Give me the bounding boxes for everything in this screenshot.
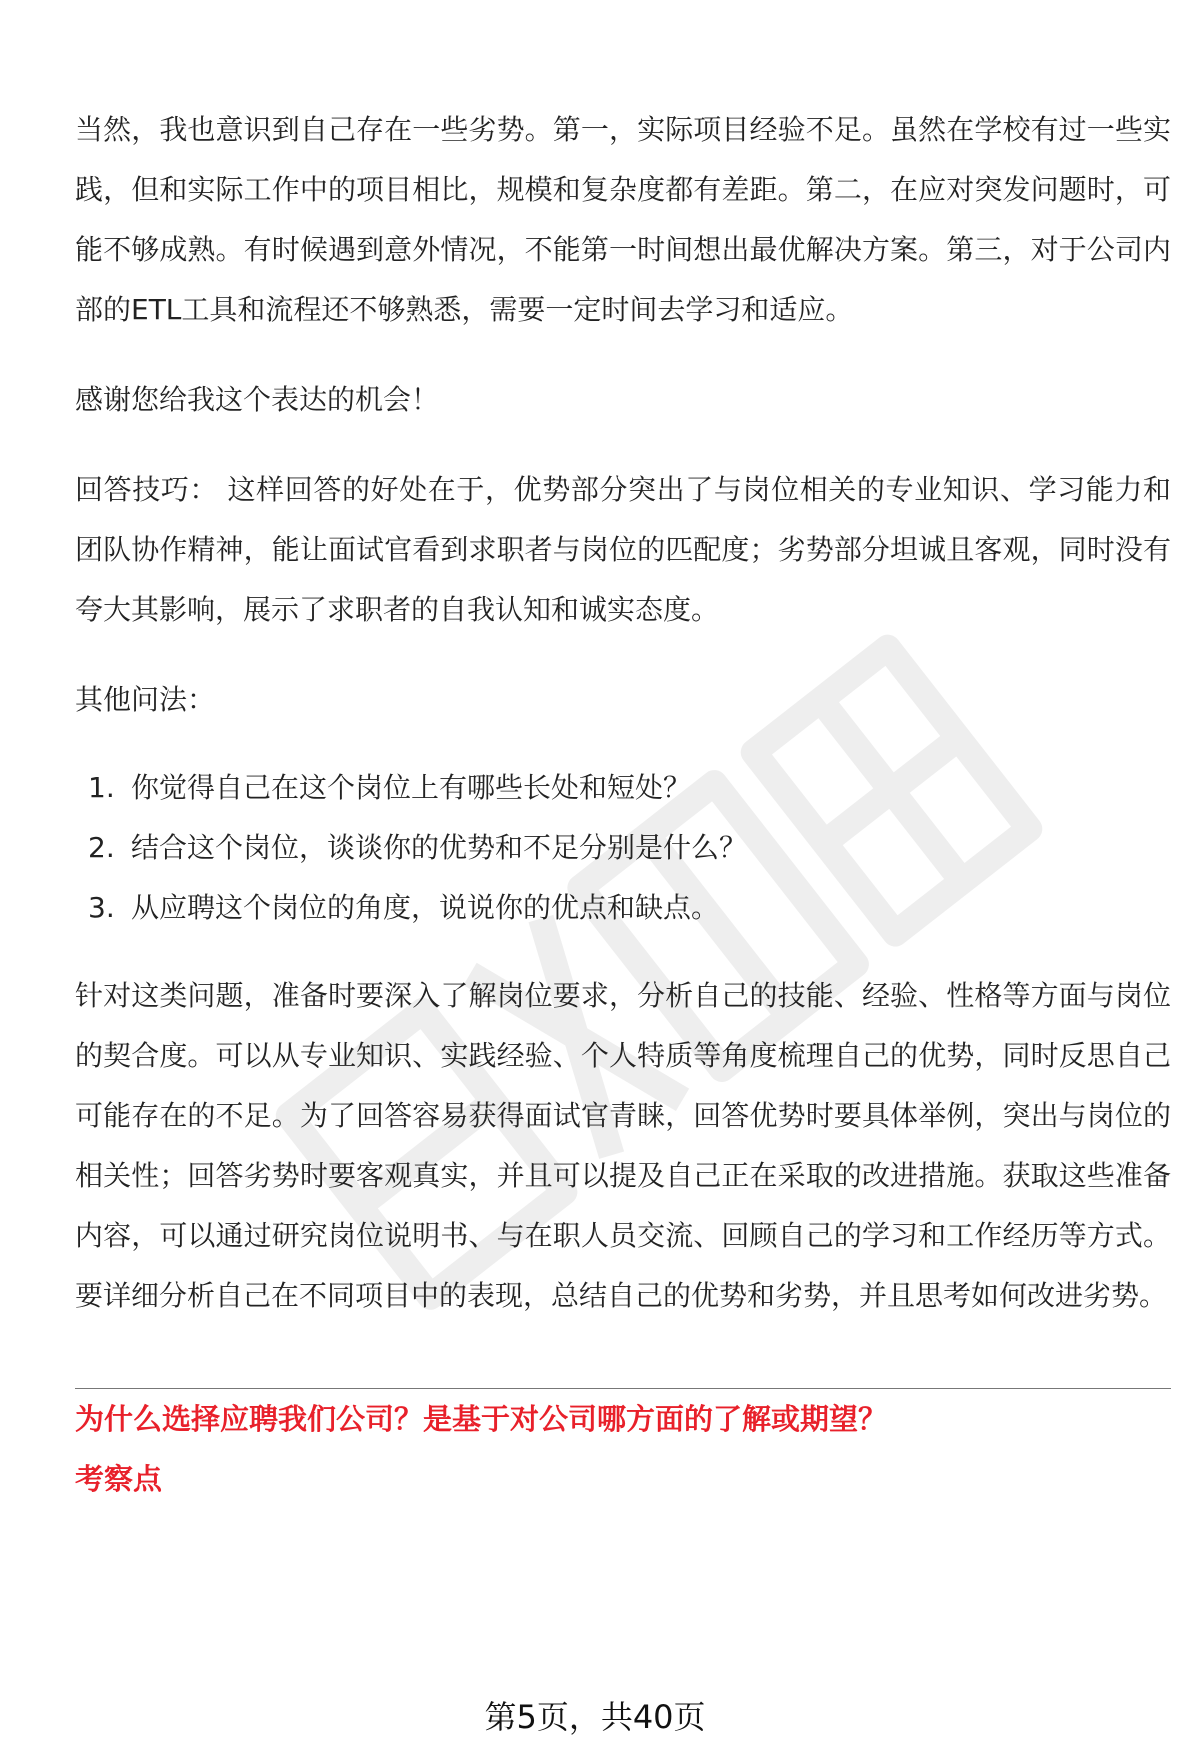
list-item xyxy=(75,818,1171,878)
thanks-paragraph: 感谢您给我这个表达的机会！ xyxy=(75,383,440,416)
list-item-text: 你觉得自己在这个岗位上有哪些长处和短处？ xyxy=(131,771,692,804)
list-item-text: 结合这个岗位，谈谈你的优势和不足分别是什么？ xyxy=(131,831,748,864)
list-item-text: 从应聘这个岗位的角度，说说你的优点和缺点。 xyxy=(131,891,720,924)
list-item xyxy=(75,878,1171,938)
answer-tips-paragraph: 回答技巧： 这样回答的好处在于，优势部分突出了与岗位相关的专业知识、学习能力和团队协作精神，能让面试官看到求职者与岗位的匹配度；劣势部分坦诚且客观，同时没有夸大其影响，展示了求职者的自我认知和诚实态度。 xyxy=(75,473,1171,626)
list-item-number: 2. xyxy=(88,831,115,864)
other-questions-list xyxy=(75,758,1171,938)
next-question-subtitle: 考察点 xyxy=(75,1462,163,1496)
list-item-number: 3. xyxy=(88,891,115,924)
page-number-footer: 第5页，共40页 xyxy=(484,1698,706,1736)
other-questions-heading: 其他问法： xyxy=(75,683,216,716)
preparation-paragraph: 针对这类问题，准备时要深入了解岗位要求，分析自己的技能、经验、性格等方面与岗位的契合度。可以从专业知识、实践经验、个人特质等角度梳理自己的优势，同时反思自己可能存在的不足。为了回答容易获得面试官青睐，回答优势时要具体举例，突出与岗位的相关性；回答劣势时要客观真实，并且可以提及自己正在采取的改进措施。获取这些准备内容，可以通过研究岗位说明书、与在职人员交流、回顾自己的学习和工作经历等方式。要详细分析自己在不同项目中的表现，总结自己的优势和劣势，并且思考如何改进劣势。 xyxy=(75,979,1171,1312)
list-item xyxy=(75,758,1171,818)
document-page xyxy=(75,100,1171,1509)
list-item-number: 1. xyxy=(88,771,115,804)
weakness-paragraph: 当然，我也意识到自己存在一些劣势。第一，实际项目经验不足。虽然在学校有过一些实践，但和实际工作中的项目相比，规模和复杂度都有差距。第二，在应对突发问题时，可能不够成熟。有时候遇到意外情况，不能第一时间想出最优解决方案。第三，对于公司内部的ETL工具和流程还不够熟悉，需要一定时间去学习和适应。 xyxy=(75,113,1171,326)
next-question-title: 为什么选择应聘我们公司？是基于对公司哪方面的了解或期望？ xyxy=(75,1402,888,1436)
